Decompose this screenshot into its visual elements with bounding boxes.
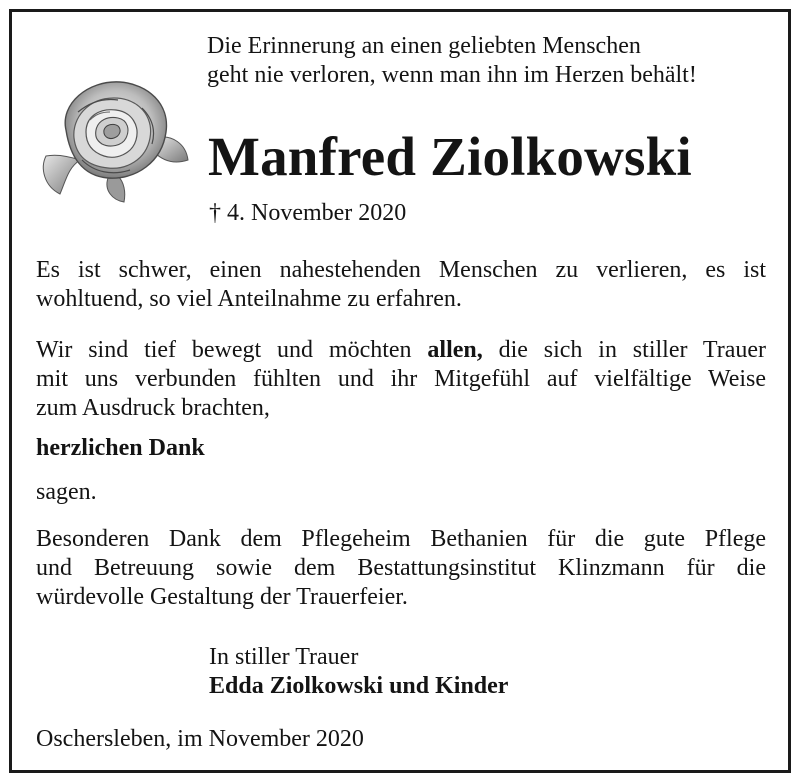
signoff-names: Edda Ziolkowski und Kinder [209, 673, 509, 699]
rose-icon [38, 68, 190, 203]
paragraph-line: würdevolle Gestaltung der Trauerfeier. [36, 584, 408, 610]
emphasis-allen: allen, [427, 337, 483, 363]
signoff [209, 643, 508, 701]
deceased-name: Manfred Ziolkowski [208, 126, 692, 187]
thanks-verb: sagen. [36, 479, 97, 505]
paragraph-line: und Betreuung sowie dem Bestattungsinstitut Klinzmann für die [36, 555, 766, 581]
quote-line-1: Die Erinnerung an einen geliebten Menschen [207, 33, 641, 59]
paragraph-line: zum Ausdruck brachten, [36, 395, 270, 421]
signoff-intro: In stiller Trauer [209, 644, 359, 670]
paragraph-special-thanks [36, 525, 766, 612]
quote-line-2: geht nie verloren, wenn man ihn im Herzen behält! [207, 62, 697, 88]
text-segment: die sich in stiller Trauer [482, 337, 766, 363]
paragraph-line: Es ist schwer, einen nahestehenden Menschen zu verlieren, es ist [36, 257, 766, 283]
paragraph-condolence [36, 256, 766, 314]
paragraph-line: Besonderen Dank dem Pflegeheim Bethanien für die gute Pflege [36, 526, 766, 552]
paragraph-gratitude [36, 336, 766, 423]
place-and-date: Oschersleben, im November 2020 [36, 726, 364, 752]
death-date: † 4. November 2020 [209, 200, 407, 226]
paragraph-line: mit uns verbunden fühlten und ihr Mitgefühl auf vielfältige Weise [36, 366, 766, 392]
paragraph-line [36, 336, 766, 365]
text-segment: Wir sind tief bewegt und möchten [36, 337, 428, 363]
paragraph-line: wohltuend, so viel Anteilnahme zu erfahren. [36, 286, 462, 312]
memorial-quote [207, 32, 697, 90]
thanks-heading: herzlichen Dank [36, 435, 205, 461]
